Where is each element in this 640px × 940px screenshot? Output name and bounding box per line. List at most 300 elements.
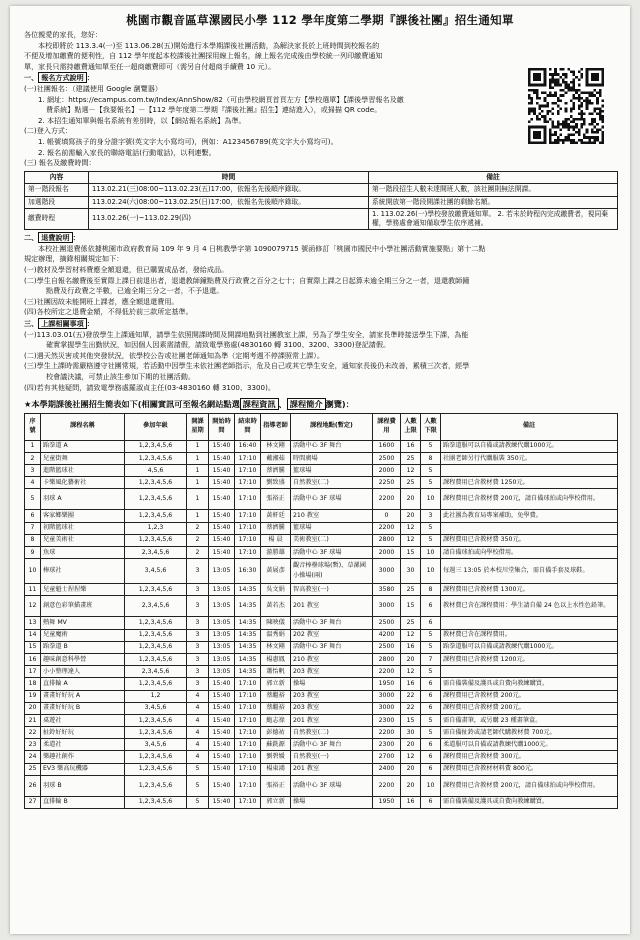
course-grades: 1,2,3,4,5,6: [125, 641, 187, 653]
course-grades: 3,4,5,6: [125, 559, 187, 584]
course-min: 6: [421, 796, 441, 808]
course-row: [25, 534, 618, 546]
course-fee: 2300: [373, 739, 401, 751]
course-weekday: 3: [187, 678, 209, 690]
course-row: [25, 641, 618, 653]
course-location: 210 教室: [291, 510, 373, 522]
login-item: 2. 報名前需輸入家長的聯絡電話(行動電話)，以利連繫。: [38, 147, 216, 157]
course-end: 17:10: [235, 510, 261, 522]
course-no: 18: [25, 678, 41, 690]
course-table-heading: ★本學期課後社團招生簡表如下(相關實訊可至報名網站點選 課程資訊 、 課程簡介 瀏覽)：: [24, 399, 354, 410]
class-rule-line: (三)學生上課時需嚴格遵守社團常規，若活動中因學生未依社團老師指示，危及自己或其它學生安全，通知家長後仍未改善，累積三次者，經學: [24, 361, 470, 371]
course-start: 15:40: [209, 440, 235, 452]
schedule-note: 系統開放第一階段開課社團的剩餘名額。: [369, 196, 618, 209]
course-max: 12: [401, 522, 421, 534]
course-fee: 2000: [373, 465, 401, 477]
course-weekday: 1: [187, 440, 209, 452]
course-header: 課程費用: [373, 413, 401, 440]
course-weekday: 3: [187, 584, 209, 596]
schedule-stage: 加選階段: [25, 196, 89, 209]
course-note: 課程費用已含教材費 1250元。: [441, 477, 618, 489]
course-name: 進階籃球社: [41, 465, 125, 477]
course-location: 美術教室(二): [291, 534, 373, 546]
course-row: [25, 559, 618, 584]
schedule-note: 第一階段招生人數未達開班人數，該社團則無法開課。: [369, 184, 618, 197]
course-fee: 3000: [373, 559, 401, 584]
course-weekday: 4: [187, 739, 209, 751]
course-max: 25: [401, 452, 421, 464]
course-header: 參加年級: [125, 413, 187, 440]
course-teacher: 溫秀娟: [261, 629, 291, 641]
course-weekday: 1: [187, 452, 209, 464]
course-end: 17:10: [235, 522, 261, 534]
course-min: 5: [421, 629, 441, 641]
course-no: 20: [25, 702, 41, 714]
course-fee: 3000: [373, 702, 401, 714]
course-start: 15:40: [209, 465, 235, 477]
course-max: 20: [401, 763, 421, 775]
course-min: 6: [421, 751, 441, 763]
course-teacher: 吳文娟: [261, 584, 291, 596]
course-teacher: 郭立新: [261, 678, 291, 690]
course-min: 6: [421, 702, 441, 714]
course-fee: 2800: [373, 534, 401, 546]
course-min: 5: [421, 522, 441, 534]
course-grades: 2,3,4,5,6: [125, 666, 187, 678]
course-grades: 2,3,4,5,6: [125, 547, 187, 559]
course-min: 3: [421, 510, 441, 522]
course-min: 5: [421, 440, 441, 452]
course-grades: 1,2: [125, 690, 187, 702]
course-name: 兒童魔術: [41, 629, 125, 641]
course-name: 兒童魁士捏捏樂: [41, 584, 125, 596]
course-header: 人數下限: [421, 413, 441, 440]
course-no: 25: [25, 763, 41, 775]
course-grades: 1,2,3,4,5,6: [125, 489, 187, 510]
course-no: 12: [25, 596, 41, 617]
course-row: [25, 477, 618, 489]
course-row: [25, 653, 618, 665]
course-min: 10: [421, 559, 441, 584]
course-weekday: 3: [187, 617, 209, 629]
course-no: 11: [25, 584, 41, 596]
course-row: [25, 617, 618, 629]
course-location: 觀音棒壘球場(暫)、草漯國小操場(兩): [291, 559, 373, 584]
course-min: 6: [421, 739, 441, 751]
course-row: [25, 751, 618, 763]
course-note: [441, 617, 618, 629]
course-row: [25, 629, 618, 641]
course-no: 24: [25, 751, 41, 763]
course-info-link[interactable]: 課程資訊: [240, 398, 279, 410]
refund-line: (二)學生自報名繳費後至實際上課日前退出者，退還教師鐘點費及行政費之百分之七十；自實際上課之日起算未逾全期三分之一者，退還教師鐘: [24, 275, 470, 285]
course-no: 26: [25, 775, 41, 796]
course-min: 5: [421, 666, 441, 678]
course-teacher: 張裕正: [261, 775, 291, 796]
course-intro-link[interactable]: 課程簡介: [287, 398, 326, 410]
course-name: 小小整理達人: [41, 666, 125, 678]
course-weekday: 2: [187, 522, 209, 534]
course-name: 兒童街舞: [41, 452, 125, 464]
course-location: 活動中心 3F 舞台: [291, 641, 373, 653]
course-no: 19: [25, 690, 41, 702]
section-1-heading: 一、 報名方式說明 ：: [24, 73, 94, 83]
course-min: 7: [421, 653, 441, 665]
login-item: 1. 帳號填寫孩子的身分證字號(英文字大小寫均可)，例如：A123456789(英文字大小寫均可)。: [38, 136, 338, 146]
course-teacher: 郭立新: [261, 796, 291, 808]
course-fee: 2500: [373, 641, 401, 653]
course-name: 魚球: [41, 547, 125, 559]
course-note: 需自備裝備及護具或自費向教練購買。: [441, 678, 618, 690]
course-header: 結束時間: [235, 413, 261, 440]
course-fee: 1600: [373, 440, 401, 452]
course-grades: 1,2,3,4,5,6: [125, 678, 187, 690]
course-no: 9: [25, 547, 41, 559]
course-no: 8: [25, 534, 41, 546]
course-max: 12: [401, 629, 421, 641]
notice-page: [10, 6, 630, 934]
course-row: [25, 584, 618, 596]
course-fee: 3000: [373, 596, 401, 617]
schedule-stage: 繳費時程: [25, 209, 89, 230]
course-name: 畫畫好好玩 B: [41, 702, 125, 714]
course-weekday: 4: [187, 702, 209, 714]
course-end: 14:35: [235, 584, 261, 596]
course-weekday: 3: [187, 641, 209, 653]
course-min: 6: [421, 617, 441, 629]
course-teacher: 蔡濟騰: [261, 522, 291, 534]
course-header: 開始時間: [209, 413, 235, 440]
course-max: 20: [401, 775, 421, 796]
course-header: 備註: [441, 413, 618, 440]
course-min: 5: [421, 714, 441, 726]
course-name: 初階籃球社: [41, 522, 125, 534]
course-fee: 4200: [373, 629, 401, 641]
course-start: 15:40: [209, 547, 235, 559]
course-row: [25, 440, 618, 452]
course-min: 5: [421, 477, 441, 489]
section-2-title: 退費說明: [38, 232, 72, 243]
course-max: 15: [401, 714, 421, 726]
course-fee: 2500: [373, 452, 401, 464]
section-2-heading: 二、 退費說明 ：: [24, 233, 80, 243]
course-location: 201 教室: [291, 763, 373, 775]
course-teacher: 林文剛: [261, 440, 291, 452]
schedule-time: 113.02.24(六)08:00~113.02.25(日)17:00，依報名先後順序錄取。: [89, 196, 369, 209]
course-teacher: 楊 晨: [261, 534, 291, 546]
course-weekday: 5: [187, 763, 209, 775]
course-weekday: 4: [187, 751, 209, 763]
course-end: 17:10: [235, 796, 261, 808]
course-max: 16: [401, 678, 421, 690]
course-grades: 1,2,3,4,5,6: [125, 617, 187, 629]
course-teacher: 蘇銑源: [261, 739, 291, 751]
course-end: 17:10: [235, 477, 261, 489]
course-fee: 2200: [373, 522, 401, 534]
course-name: 樂趣社創作: [41, 751, 125, 763]
course-row: [25, 678, 618, 690]
course-no: 6: [25, 510, 41, 522]
course-grades: 1,2,3,4,5,6: [125, 510, 187, 522]
course-row: [25, 666, 618, 678]
course-no: 2: [25, 452, 41, 464]
schedule-time: 113.02.21(三)08:00~113.02.23(五)17:00，依報名先後順序錄取。: [89, 184, 369, 197]
course-note: 課程費用已含教材費 200元。: [441, 690, 618, 702]
course-max: 12: [401, 751, 421, 763]
course-grades: 4,5,6: [125, 465, 187, 477]
course-fee: 2500: [373, 617, 401, 629]
course-location: 智高教室(一): [291, 584, 373, 596]
course-row: [25, 510, 618, 522]
course-end: 17:10: [235, 739, 261, 751]
class-rule-line: (二)遇天然災害或其他突發狀況，依學校公告或社團老師通知為準（定期考週不停課照常上課）。: [24, 350, 324, 360]
course-end: 17:10: [235, 727, 261, 739]
course-no: 14: [25, 629, 41, 641]
class-rule-line: 校會議決議，可禁止該生參加下期的社團活動。: [46, 371, 195, 381]
course-location: 籃球場: [291, 522, 373, 534]
course-start: 15:40: [209, 477, 235, 489]
course-end: 14:35: [235, 653, 261, 665]
course-teacher: 林文剛: [261, 641, 291, 653]
course-header: 課程地點(暫定): [291, 413, 373, 440]
course-start: 15:40: [209, 727, 235, 739]
refund-line: 點費及行政費之半數，已逾全期三分之一者，不予退還。: [46, 286, 224, 296]
course-fee: 2000: [373, 547, 401, 559]
course-location: 時間廣場: [291, 452, 373, 464]
course-min: 5: [421, 641, 441, 653]
course-end: 14:35: [235, 596, 261, 617]
course-note: 跆拳道服可以自備或請教練代購1000元。: [441, 440, 618, 452]
course-teacher: 楊惠鳳: [261, 653, 291, 665]
course-location: 操場: [291, 796, 373, 808]
course-max: 12: [401, 666, 421, 678]
course-max: 20: [401, 739, 421, 751]
course-note: 此社團為教育局專案補助，免學費。: [441, 510, 618, 522]
course-teacher: 黃軒廷: [261, 510, 291, 522]
course-no: 5: [25, 489, 41, 510]
course-location: 操場: [291, 678, 373, 690]
course-name: 卡樂風化藝術社: [41, 477, 125, 489]
course-location: 籃球場: [291, 465, 373, 477]
course-no: 7: [25, 522, 41, 534]
course-grades: 2,3,4,5,6: [125, 596, 187, 617]
course-teacher: 戴湘茹: [261, 452, 291, 464]
course-no: 13: [25, 617, 41, 629]
course-grades: 1,2,3,4,5,6: [125, 727, 187, 739]
course-teacher: 劉碧媛: [261, 751, 291, 763]
course-note: 課程費用已含教材費 350元。: [441, 534, 618, 546]
intro-line: 不便及增加繳費的便利性，自 112 學年度起本校課後社團採用線上報名，線上報名完成後由學校統一列印繳費通知: [24, 51, 383, 61]
course-teacher: 鮑志祿: [261, 714, 291, 726]
course-max: 15: [401, 547, 421, 559]
course-start: 15:40: [209, 510, 235, 522]
course-weekday: 1: [187, 465, 209, 477]
course-grades: 1,2,3,4,5,6: [125, 629, 187, 641]
course-no: 4: [25, 477, 41, 489]
course-fee: 1950: [373, 796, 401, 808]
course-row: [25, 739, 618, 751]
course-teacher: 陳映儀: [261, 617, 291, 629]
course-grades: 1,2,3,4,5,6: [125, 534, 187, 546]
course-row: [25, 763, 618, 775]
course-max: 20: [401, 489, 421, 510]
class-rule-line: (一)113.03.01(五)發放學生上課通知單，請學生依照開課時間及開課地點到社團教室上課，另為了學生安全，請家長準時接送學生下課，為能: [24, 329, 469, 339]
course-end: 17:10: [235, 678, 261, 690]
refund-line: (一)教材及學習材料費應全額退還，但已購置成品者，發給成品。: [24, 265, 229, 274]
course-start: 13:05: [209, 629, 235, 641]
course-max: 30: [401, 727, 421, 739]
course-end: 17:10: [235, 465, 261, 477]
course-note: 跆拳道服可以自備或請教練代購1000元。: [441, 641, 618, 653]
course-grades: 1,2,3,4,5,6: [125, 477, 187, 489]
course-name: 羽球 B: [41, 775, 125, 796]
course-fee: 3580: [373, 584, 401, 596]
class-rule-line: 確實掌握學生出勤狀況，如因個人因素需請假，請致電學務處(4830160 轉 3100、3200、3300)登記請假。: [46, 340, 391, 350]
course-weekday: 3: [187, 666, 209, 678]
course-grades: 1,2,3,4,5,6: [125, 763, 187, 775]
course-row: [25, 690, 618, 702]
course-note: 需自備扯鈴或請老師代購教材費 700元。: [441, 727, 618, 739]
course-fee: 2200: [373, 775, 401, 796]
course-end: 17:10: [235, 489, 261, 510]
course-location: 活動中心 3F 舞台: [291, 739, 373, 751]
course-end: 17:10: [235, 751, 261, 763]
course-row: [25, 452, 618, 464]
course-teacher: 蕭怡帆: [261, 666, 291, 678]
course-fee: 2700: [373, 751, 401, 763]
course-name: 兒童美術社: [41, 534, 125, 546]
course-start: 15:40: [209, 775, 235, 796]
course-weekday: 1: [187, 489, 209, 510]
course-name: 跆拳道 B: [41, 641, 125, 653]
schedule-subtitle: (三) 報名及繳費時間：: [24, 158, 96, 168]
course-note: 課程費用已含教材費 1200元。: [441, 653, 618, 665]
course-max: 25: [401, 584, 421, 596]
course-max: 12: [401, 534, 421, 546]
course-start: 15:40: [209, 763, 235, 775]
course-min: 10: [421, 547, 441, 559]
course-note: 課程費用已含教材費 1300元。: [441, 584, 618, 596]
course-grades: 1,2,3: [125, 522, 187, 534]
section-3-title: 上課相關事項: [38, 318, 87, 329]
course-name: 桌遊社: [41, 714, 125, 726]
section-1-title: 報名方式說明: [38, 72, 87, 83]
course-grades: 1,2,3,4,5,6: [125, 714, 187, 726]
course-fee: 2300: [373, 714, 401, 726]
course-start: 15:40: [209, 702, 235, 714]
course-header: 人數上限: [401, 413, 421, 440]
course-grades: 1,2,3,4,5,6: [125, 452, 187, 464]
course-no: 23: [25, 739, 41, 751]
course-weekday: 4: [187, 690, 209, 702]
course-note: [441, 465, 618, 477]
section-3-heading: 三、 上課相關事項 ：: [24, 318, 94, 328]
course-note: 課程費用已含教材費 300元。: [441, 751, 618, 763]
course-header: 指導老師: [261, 413, 291, 440]
course-grades: 1,2,3,4,5,6: [125, 775, 187, 796]
course-row: [25, 489, 618, 510]
course-no: 17: [25, 666, 41, 678]
course-location: 自然教室(二): [291, 477, 373, 489]
course-location: 203 教室: [291, 690, 373, 702]
course-note: 每週三 13:05 於本校川堂集合，需自備手套及球鞋。: [441, 559, 618, 584]
course-end: 17:10: [235, 702, 261, 714]
course-min: 8: [421, 452, 441, 464]
course-note: 社團老師另行代購服裝 350元。: [441, 452, 618, 464]
course-note: 課程費用已含教材費 200元，請自備球拍或向學校借用。: [441, 775, 618, 796]
course-row: [25, 714, 618, 726]
course-end: 17:10: [235, 714, 261, 726]
refund-line: 規定辦理，摘錄相關規定如下：: [24, 254, 124, 264]
course-grades: 3,4,5,6: [125, 739, 187, 751]
course-max: 22: [401, 702, 421, 714]
course-name: 創意色彩筆描畫班: [41, 596, 125, 617]
course-teacher: 劉致盛: [261, 477, 291, 489]
course-grades: 1,2,3,4,5,6: [125, 653, 187, 665]
course-weekday: 5: [187, 796, 209, 808]
intro-line: 本校即將於 113.3.4(一)至 113.06.28(五)開始進行本學期課後社團活動，為解決家長於上班時間到校報名的: [38, 40, 380, 50]
schedule-note: 1. 113.02.26(一)學校發放繳費通知單。 2. 若未於時程內完成繳費者，視同棄權，學務處會通知備取學生依序遞補。: [369, 209, 618, 230]
signup-item[interactable]: 1. 網址：https://ecampus.com.tw/Index/AnnShow/82（可由學校網頁首頁左方【學校選單】【課後學習報名及繳: [38, 94, 404, 104]
course-end: 17:10: [235, 690, 261, 702]
course-location: 自然教室(二): [291, 727, 373, 739]
course-teacher: 黃展彥: [261, 559, 291, 584]
course-name: 直排輪 B: [41, 796, 125, 808]
course-location: 活動中心 3F 舞台: [291, 440, 373, 452]
course-name: EV3 樂高玩機器: [41, 763, 125, 775]
refund-line: (四)各校所定之退費金額，不得低於前三款所定基準。: [24, 307, 193, 317]
schedule-time: 113.02.26(一)~113.02.29(四): [89, 209, 369, 230]
course-name: 趣味創意科學營: [41, 653, 125, 665]
greeting: 各位親愛的家長，您好：: [24, 30, 103, 39]
schedule-row: [25, 184, 618, 197]
course-weekday: 3: [187, 596, 209, 617]
schedule-header: 內容: [25, 171, 89, 184]
course-weekday: 2: [187, 534, 209, 546]
course-name: 扯鈴好好玩: [41, 727, 125, 739]
course-no: 3: [25, 465, 41, 477]
course-start: 13:05: [209, 596, 235, 617]
course-max: 16: [401, 440, 421, 452]
intro: [24, 41, 514, 73]
course-note: 教材費已含在課程費用。: [441, 629, 618, 641]
notice-body: [24, 30, 618, 809]
course-location: 203 教室: [291, 702, 373, 714]
schedule-row: [25, 209, 618, 230]
course-weekday: 3: [187, 629, 209, 641]
course-teacher: 蔡繼裕: [261, 690, 291, 702]
course-name: 柔道社: [41, 739, 125, 751]
course-row: [25, 702, 618, 714]
course-end: 16:40: [235, 440, 261, 452]
course-weekday: 3: [187, 559, 209, 584]
course-name: 跆拳道 A: [41, 440, 125, 452]
course-max: 25: [401, 477, 421, 489]
course-row: [25, 727, 618, 739]
course-start: 15:40: [209, 739, 235, 751]
course-max: 12: [401, 465, 421, 477]
course-fee: 1950: [373, 678, 401, 690]
course-teacher: 黃若杰: [261, 596, 291, 617]
course-start: 15:40: [209, 489, 235, 510]
course-grades: 3,4,5,6: [125, 702, 187, 714]
course-start: 13:05: [209, 617, 235, 629]
course-start: 15:40: [209, 522, 235, 534]
course-fee: 2800: [373, 653, 401, 665]
course-name: 熱舞 MV: [41, 617, 125, 629]
signup-subtitle: (一)社團報名：（建議使用 Google 瀏覽器）: [24, 83, 162, 93]
course-grades: 1,2,3,4,5,6: [125, 584, 187, 596]
